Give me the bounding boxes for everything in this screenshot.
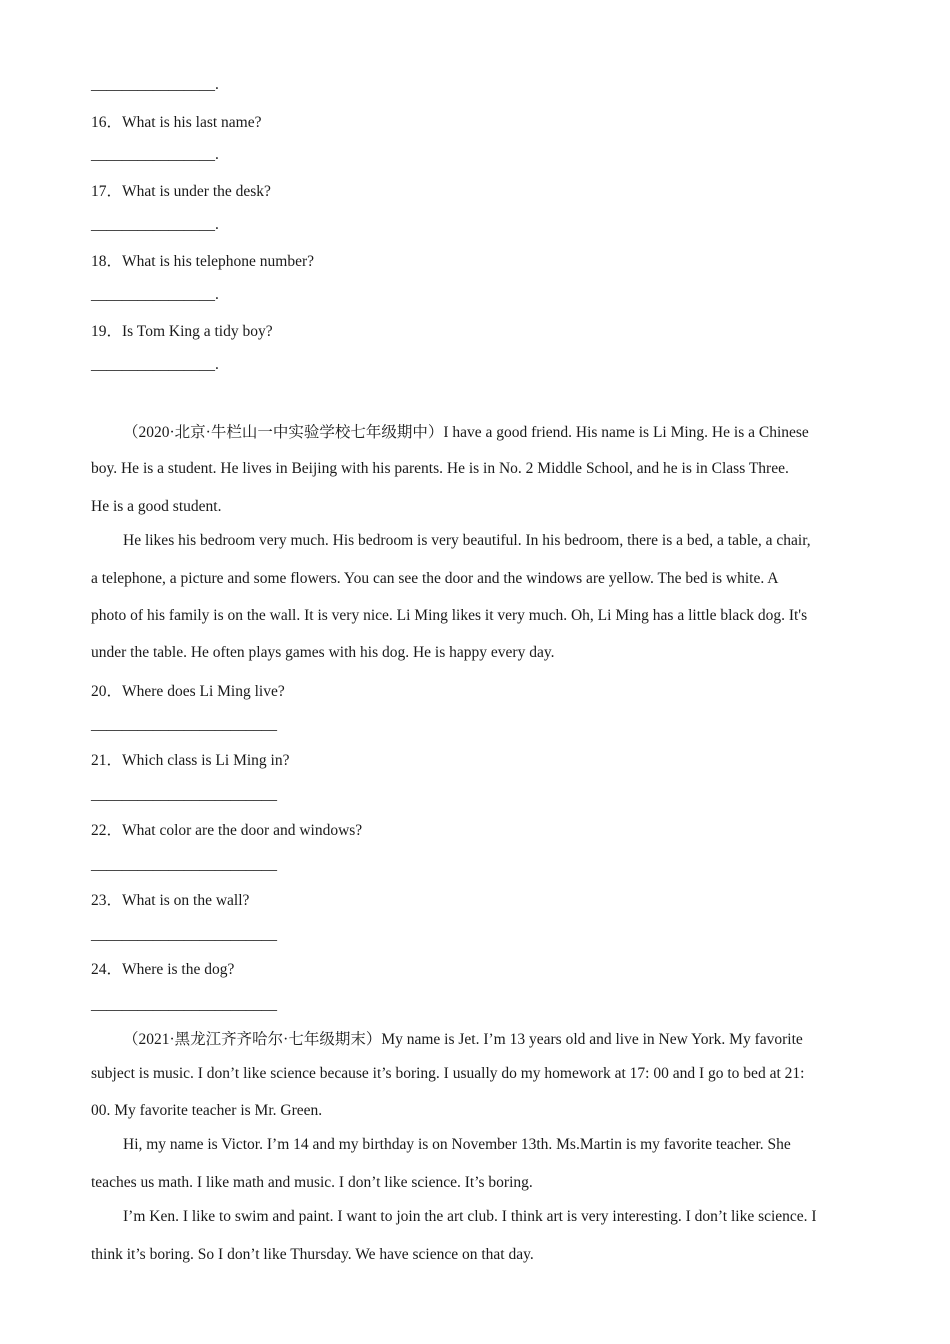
question-18	[91, 249, 314, 271]
passage-line: think it’s boring. So I don’t like Thursday. We have science on that day.	[91, 1246, 534, 1263]
answer-blank[interactable]: ________________.	[91, 356, 219, 373]
question-text: What is his telephone number?	[122, 253, 314, 270]
question-17	[91, 179, 271, 201]
passage-line: photo of his family is on the wall. It is very nice. Li Ming likes it very much. Oh, Li Ming has a little black dog. It's	[91, 607, 808, 624]
answer-blank[interactable]: ________________.	[91, 146, 219, 163]
passage-source: （2021·黑龙江齐齐哈尔·七年级期末）	[123, 1031, 382, 1048]
question-24	[91, 957, 234, 979]
answer-blank[interactable]: ________________________	[91, 716, 277, 733]
answer-blank[interactable]: ________________________	[91, 786, 277, 803]
answer-blank[interactable]: ________________________	[91, 926, 277, 943]
question-20	[91, 679, 285, 701]
question-21	[91, 748, 289, 770]
passage-line: He likes his bedroom very much. His bedroom is very beautiful. In his bedroom, there is a bed, a table, a chair,	[123, 532, 811, 549]
passage-line: I’m Ken. I like to swim and paint. I want to join the art club. I think art is very interesting. I don’t like science. I	[123, 1208, 817, 1225]
question-text: Where is the dog?	[122, 961, 235, 978]
question-text: What is under the desk?	[122, 183, 271, 200]
passage-line: He is a good student.	[91, 498, 222, 515]
question-text: Is Tom King a tidy boy?	[122, 323, 273, 340]
answer-blank[interactable]: ________________.	[91, 76, 219, 93]
question-22	[91, 818, 362, 840]
question-number: 24．	[91, 961, 123, 978]
passage-source: （2020·北京·牛栏山一中实验学校七年级期中）	[123, 424, 444, 441]
question-text: What color are the door and windows?	[122, 822, 363, 839]
question-16	[91, 110, 261, 132]
passage-paragraph: （2020·北京·牛栏山一中实验学校七年级期中）I have a good friend. His name is Li Ming. He is a Chinese	[123, 424, 809, 441]
answer-blank[interactable]: ________________________	[91, 996, 277, 1013]
passage-line: teaches us math. I like math and music. I don’t like science. It’s boring.	[91, 1174, 533, 1191]
question-number: 23．	[91, 892, 123, 909]
question-number: 19．	[91, 323, 123, 340]
question-23	[91, 888, 249, 910]
passage-line: subject is music. I don’t like science because it’s boring. I usually do my homework at 17: 00 and I go to bed at 21:	[91, 1065, 805, 1082]
answer-blank[interactable]: ________________.	[91, 216, 219, 233]
passage-line: a telephone, a picture and some flowers. You can see the door and the windows are yellow. The bed is white. A	[91, 570, 779, 587]
passage-line: 00. My favorite teacher is Mr. Green.	[91, 1102, 323, 1119]
question-text: Which class is Li Ming in?	[122, 752, 290, 769]
question-text: Where does Li Ming live?	[122, 683, 285, 700]
passage-line: （2021·黑龙江齐齐哈尔·七年级期末）My name is Jet. I’m 13 years old and live in New York. My favorite	[123, 1031, 803, 1048]
reading-passage-1	[91, 414, 860, 452]
answer-blank[interactable]: ________________________	[91, 856, 277, 873]
answer-blank[interactable]: ________________.	[91, 286, 219, 303]
passage-line: under the table. He often plays games with his dog. He is happy every day.	[91, 644, 555, 661]
passage-line: Hi, my name is Victor. I’m 14 and my birthday is on November 13th. Ms.Martin is my favorite teacher. She	[123, 1136, 791, 1153]
question-number: 17．	[91, 183, 123, 200]
question-number: 16．	[91, 114, 123, 131]
question-number: 20．	[91, 683, 123, 700]
passage-line: boy. He is a student. He lives in Beijing with his parents. He is in No. 2 Middle School, and he is in Class Three.	[91, 460, 789, 477]
question-number: 21．	[91, 752, 123, 769]
question-number: 18．	[91, 253, 123, 270]
question-19	[91, 319, 273, 341]
question-number: 22．	[91, 822, 123, 839]
question-text: What is his last name?	[122, 114, 262, 131]
question-text: What is on the wall?	[122, 892, 250, 909]
